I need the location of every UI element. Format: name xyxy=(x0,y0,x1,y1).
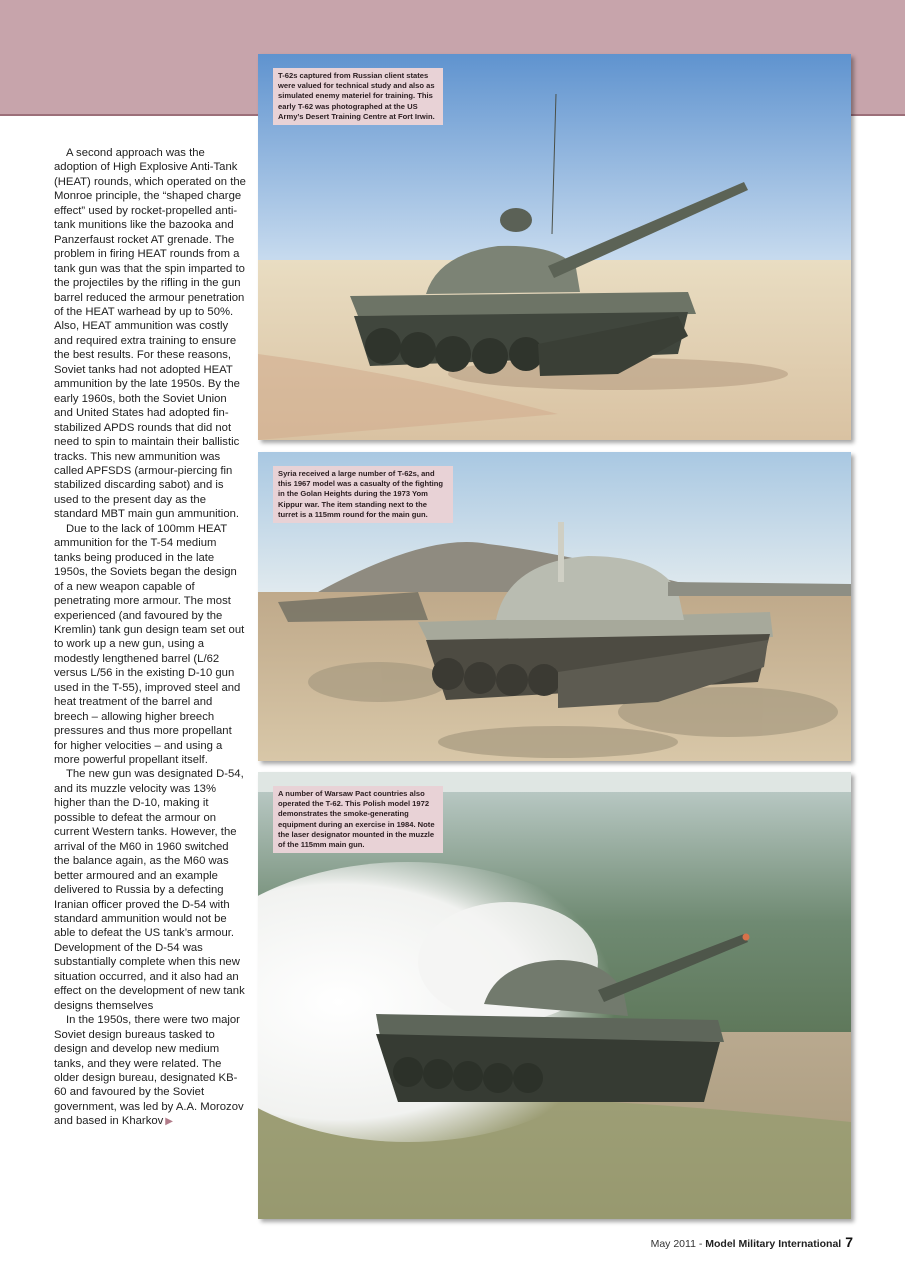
page-number: 7 xyxy=(845,1234,853,1250)
article-body xyxy=(54,146,246,1130)
photo-desert-t62 xyxy=(258,54,851,440)
photo-golan-t62 xyxy=(258,452,851,761)
article-paragraph: The new gun was designated D-54, and its muzzle velocity was 13% higher than the D-10, making it possible to defeat the armour on current Western tanks. However, the arrival of the M60 in 1960 switched the balance again, as the M60 was better armoured and an example delivered to Russia by a defecting Iranian officer proved the D-54 with standard ammunition would not be able to defeat the US tank’s armour. Development of the D-54 was substantially complete when this new situation occurred, and it also had an effect on the development of new tank designs themselves xyxy=(54,768,245,1012)
page-footer xyxy=(651,1234,853,1250)
footer-magazine-name: Model Military International xyxy=(705,1238,842,1250)
footer-issue: May 2011 - xyxy=(650,1238,706,1250)
photo-caption: Syria received a large number of T-62s, and this 1967 model was a casualty of the fighting in the Golan Heights during the 1973 Yom Kippur war. The item standing next to the turret is a 115mm round for the main gun. xyxy=(273,466,453,523)
article-paragraph-text: In the 1950s, there were two major Soviet design bureaus tasked to design and develop new medium tanks, and they were related. The older design bureau, designated KB-60 and favoured by the Soviet government, was led by A.A. Morozov and based in Kharkov xyxy=(54,1014,244,1128)
photo-caption: A number of Warsaw Pact countries also operated the T-62. This Polish model 1972 demonstrates the smoke-generating equipment during an exercise in 1984. Note the laser designator mounted in the muzzle of the 115mm main gun. xyxy=(273,786,443,853)
article-paragraph xyxy=(54,1013,246,1130)
photo-polish-t62 xyxy=(258,772,851,1219)
continue-arrow-icon: ▶ xyxy=(165,1116,173,1128)
photo-caption: T-62s captured from Russian client states were valued for technical study and also as simulated enemy materiel for training. This early T-62 was photographed at the US Army’s Desert Training Centre at Fort Irwin. xyxy=(273,68,443,125)
article-paragraph: A second approach was the adoption of High Explosive Anti-Tank (HEAT) rounds, which operated on the Monroe principle, the “shaped charge effect” used by rocket-propelled anti-tank munitions like the bazooka and Panzerfaust rocket AT grenade. The problem in firing HEAT rounds from a tank gun was that the spin imparted to the projectiles by the rifling in the gun barrel reduced the armour penetration of the HEAT warhead by up to 50%. Also, HEAT ammunition was costly and required extra training to ensure the best results. For these reasons, Soviet tanks had not adopted HEAT ammunition by the late 1950s. By the early 1960s, both the Soviet Union and United States had adopted fin-stabilized APDS rounds that did not need to spin to maintain their ballistic tracks. This new ammunition was called APFSDS (armour-piercing fin stabilized discarding sabot) and is used to the present day as the standard MBT main gun ammunition. xyxy=(54,147,246,521)
article-paragraph: Due to the lack of 100mm HEAT ammunition for the T-54 medium tanks being produced in the late 1950s, the Soviets began the design of a new weapon capable of penetrating more armour. The most experienced (and favoured by the Kremlin) tank gun design team set out to work up a new gun, using a modestly lengthened barrel (L/62 versus L/56 in the existing D-10 gun used in the T-55), improved steel and heat treatment of the barrel and breech – allowing higher breech pressures and thus more propellant for higher velocities – and using a more powerful propellant itself. xyxy=(54,522,245,767)
